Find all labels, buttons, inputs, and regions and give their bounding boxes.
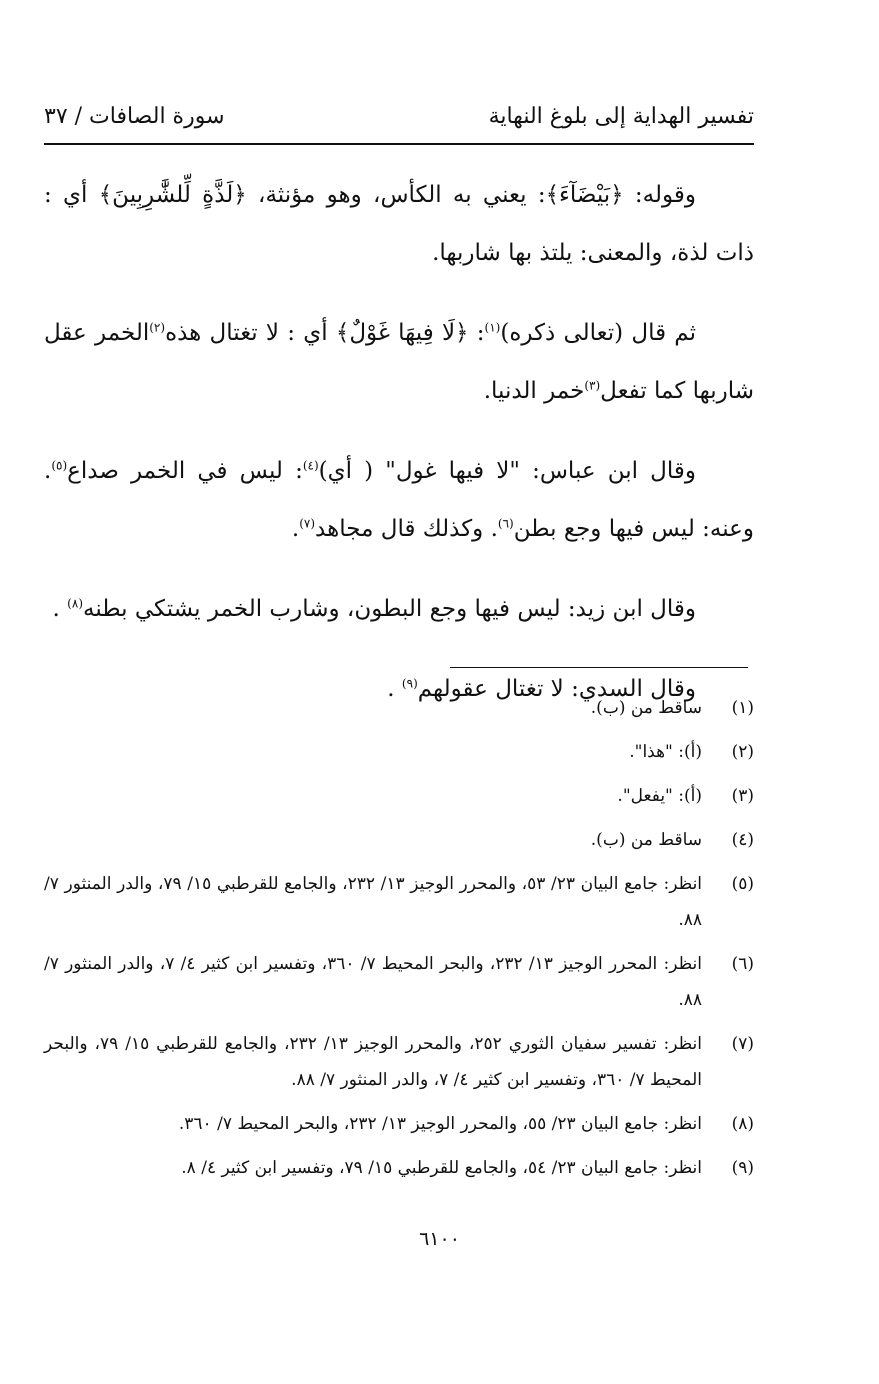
paragraph-1: وقوله: ﴿بَيْضَآءَ﴾: يعني به الكأس، وهو مؤنثة، ﴿لَذَّةٍ لِّلشَّٰرِبِينَ﴾ أي : ذات لذة، والمعنى: يلتذ بها شاربها. <box>44 182 754 266</box>
footnote-separator <box>450 667 748 668</box>
footnote <box>44 946 754 1018</box>
footnote <box>44 734 754 770</box>
footnote-ref-1[interactable]: (١) <box>484 320 501 335</box>
footnote-text: ساقط من (ب). <box>590 830 702 850</box>
footnotes <box>44 690 754 1194</box>
header-rule <box>44 143 754 145</box>
page-number: ٦١٠٠ <box>419 1228 460 1250</box>
footnote <box>44 778 754 814</box>
footnote-text: انظر: جامع البيان ٢٣/ ٥٣، والمحرر الوجيز ١٣/ ٢٣٢، والجامع للقرطبي ١٥/ ٧٩، والدر المنثور ٧/ ٨٨. <box>44 874 703 930</box>
footnote-text: انظر: المحرر الوجيز ١٣/ ٢٣٢، والبحر المحيط ٧/ ٣٦٠، وتفسير ابن كثير ٤/ ٧، والدر المنثور ٧/ ٨٨. <box>44 954 702 1010</box>
footnote-text: انظر: جامع البيان ٢٣/ ٥٤، والجامع للقرطبي ١٥/ ٧٩، وتفسير ابن كثير ٤/ ٨. <box>181 1158 702 1178</box>
footnote-ref-4[interactable]: (٤) <box>302 458 319 473</box>
footnote-text: ساقط من (ب). <box>590 698 702 718</box>
footnote-ref-9[interactable]: (٩) <box>401 676 418 691</box>
footnote <box>44 1150 754 1186</box>
main-text <box>44 166 754 740</box>
footnote-number: (٦) <box>731 954 754 974</box>
footnote-ref-3[interactable]: (٣) <box>584 378 601 393</box>
footnote-text: انظر: تفسير سفيان الثوري ٢٥٢، والمحرر الوجيز ١٣/ ٢٣٢، والجامع للقرطبي ١٥/ ٧٩، والبحر المحيط ٧/ ٣٦٠، وتفسير ابن كثير ٤/ ٧، والدر المنثور ٧/ ٨٨. <box>44 1034 703 1090</box>
footnote-ref-6[interactable]: (٦) <box>497 516 514 531</box>
footnote-number: (٨) <box>731 1114 754 1134</box>
footnote <box>44 690 754 726</box>
footnote-number: (٣) <box>731 786 754 806</box>
book-title: تفسير الهداية إلى بلوغ النهاية <box>488 103 754 129</box>
footnote-number: (٢) <box>731 742 754 762</box>
paragraph-5: وقال السدي: لا تغتال عقولهم$^{(٩)}$ . <box>387 676 696 702</box>
footnote-number: (١) <box>731 698 754 718</box>
footnote-ref-8[interactable]: (٨) <box>67 596 83 611</box>
paragraph-3: وقال ابن عباس: "لا فيها غول" ( أي)$^{(٤)}$: ليس في الخمر صداع$^{(٥)}$. وعنه: ليس فيها وجع بطن$^{(٦)}$. وكذلك قال مجاهد$^{(٧)}$. <box>44 458 754 542</box>
footnote-ref-5[interactable]: (٥) <box>51 458 68 473</box>
footnote-number: (٧) <box>731 1034 754 1054</box>
footnote-number: (٥) <box>731 874 754 894</box>
footnote-text: (أ): "هذا". <box>629 742 702 762</box>
footnote <box>44 866 754 938</box>
footnote-ref-7[interactable]: (٧) <box>299 516 316 531</box>
footnote-text: (أ): "يفعل". <box>617 786 702 806</box>
surah-reference: سورة الصافات / ٣٧ <box>44 103 225 129</box>
footnote-number: (٩) <box>731 1158 754 1178</box>
footnote <box>44 1026 754 1098</box>
paragraph-2: ثم قال (تعالى ذكره)$^{(١)}$: ﴿لَا فِيهَا غَوْلٌ﴾ أي : لا تغتال هذه$^{(٢)}$الخمر عقل شاربها كما تفعل$^{(٣)}$خمر الدنيا. <box>44 320 754 404</box>
footnote <box>44 1106 754 1142</box>
running-header <box>44 96 754 136</box>
paragraph-4: وقال ابن زيد: ليس فيها وجع البطون، وشارب الخمر يشتكي بطنه$^{(٨)}$ . <box>52 596 696 622</box>
footnote <box>44 822 754 858</box>
footnote-ref-2[interactable]: (٢) <box>149 320 166 335</box>
footnote-number: (٤) <box>731 830 754 850</box>
footnote-text: انظر: جامع البيان ٢٣/ ٥٥، والمحرر الوجيز ١٣/ ٢٣٢، والبحر المحيط ٧/ ٣٦٠. <box>178 1114 702 1134</box>
